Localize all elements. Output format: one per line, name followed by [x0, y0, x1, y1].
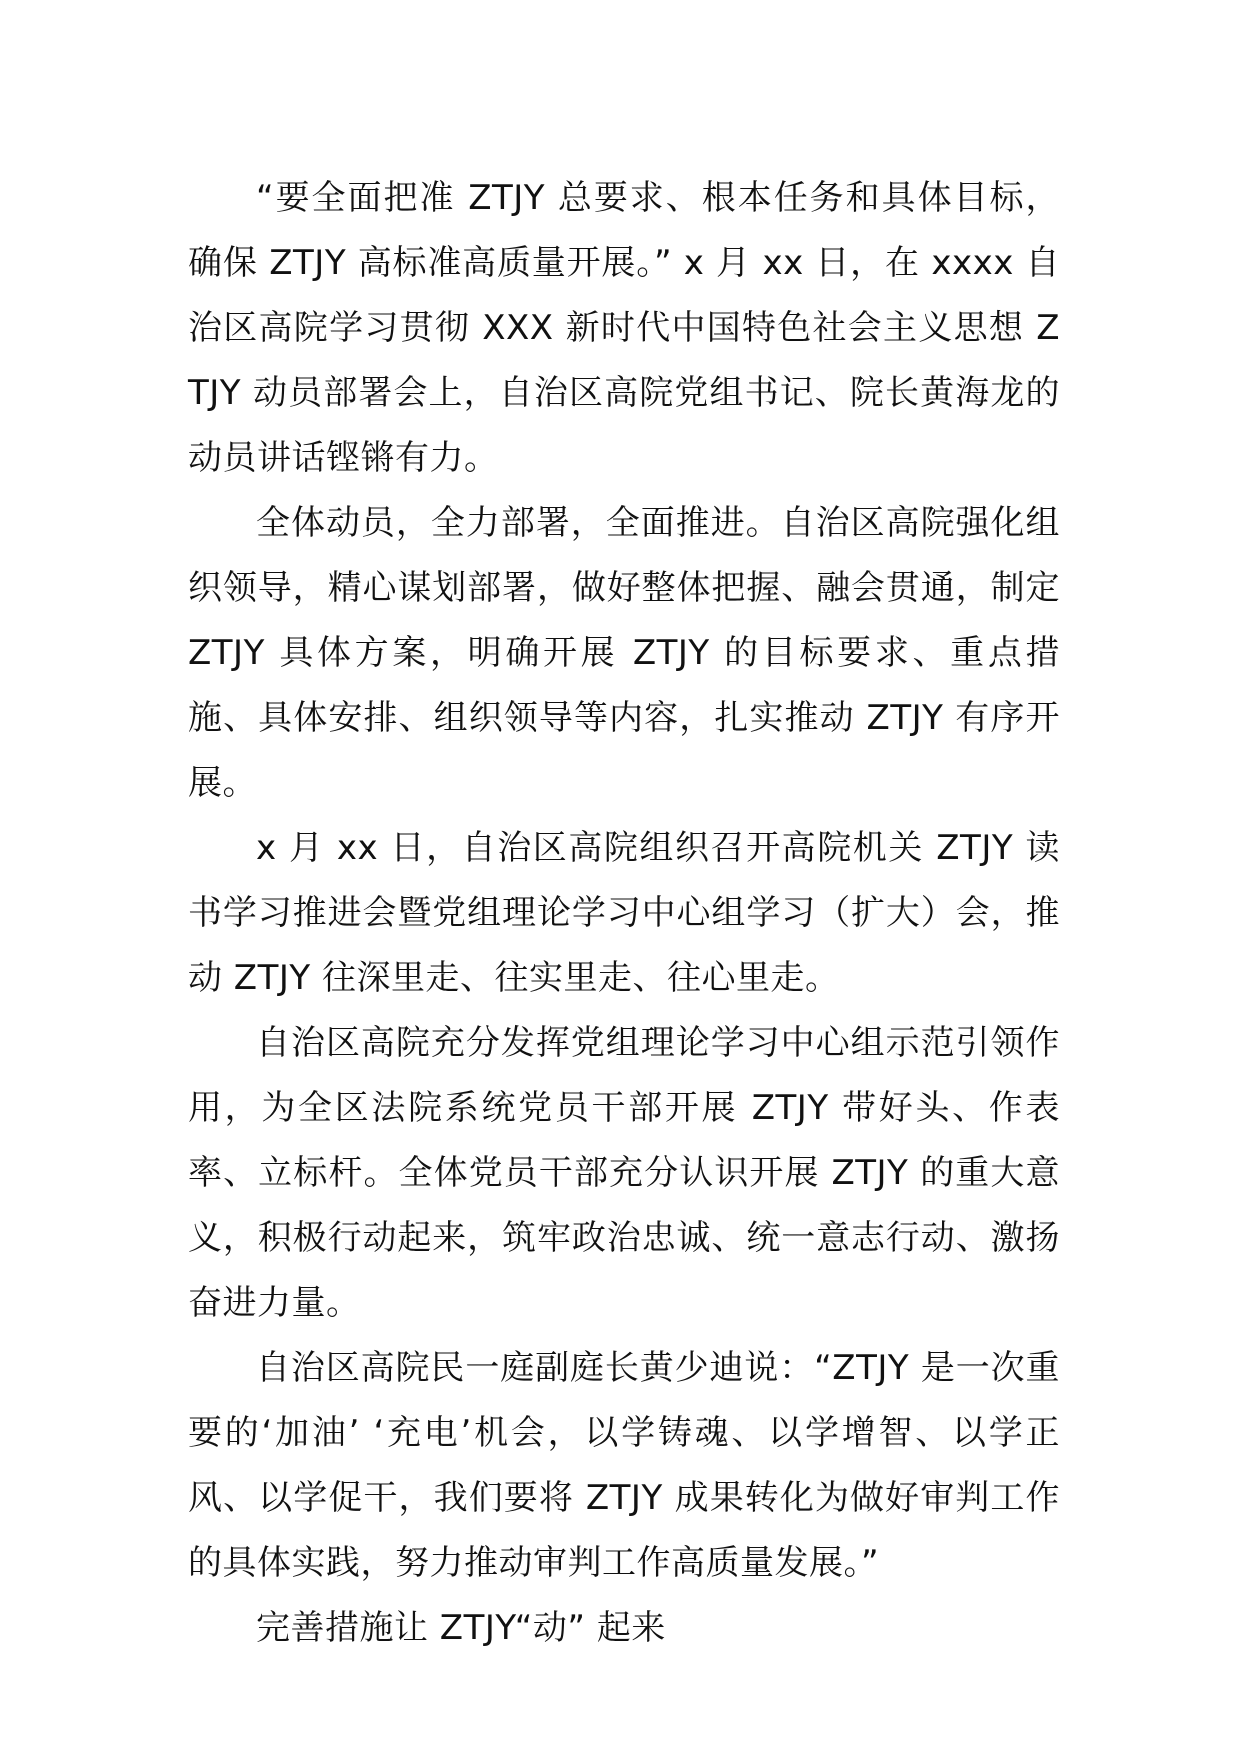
paragraph-quote-huang-shaodi: 自治区高院民一庭副庭长黄少迪说：“ZTJY 是一次重要的‘加油’ ‘充电’机会，以学铸魂、以学增智、以学正风、以学促干，我们要将 ZTJY 成果转化为做好审判工作的具体实践，努力推动审判工作高质量发展。” — [188, 1348, 1060, 1583]
paragraph-mobilization-meeting: “要全面把准 ZTJY 总要求、根本任务和具体目标，确保 ZTJY 高标准高质量开展。” x 月 xx 日，在 xxxx 自治区高院学习贯彻 XXX 新时代中国特色社会主义思想 ZTJY 动员部署会上，自治区高院党组书记、院长黄海龙的动员讲话铿锵有力。 — [188, 178, 1060, 478]
paragraph-leading-role: 自治区高院充分发挥党组理论学习中心组示范引领作用，为全区法院系统党员干部开展 ZTJY 带好头、作表率、立标杆。全体党员干部充分认识开展 ZTJY 的重大意义，积极行动起来，筑牢政治忠诚、统一意志行动、激扬奋进力量。 — [188, 1023, 1060, 1323]
paragraph-reading-session: x 月 xx 日，自治区高院组织召开高院机关 ZTJY 读书学习推进会暨党组理论学习中心组学习（扩大）会，推动 ZTJY 往深里走、往实里走、往心里走。 — [188, 828, 1060, 998]
document-body — [188, 166, 1060, 1661]
section-heading-measures: 完善措施让 ZTJY“动” 起来 — [256, 1608, 666, 1648]
paragraph-full-mobilization: 全体动员，全力部署，全面推进。自治区高院强化组织领导，精心谋划部署，做好整体把握、融会贯通，制定 ZTJY 具体方案，明确开展 ZTJY 的目标要求、重点措施、具体安排、组织领导等内容，扎实推动 ZTJY 有序开展。 — [188, 503, 1060, 803]
